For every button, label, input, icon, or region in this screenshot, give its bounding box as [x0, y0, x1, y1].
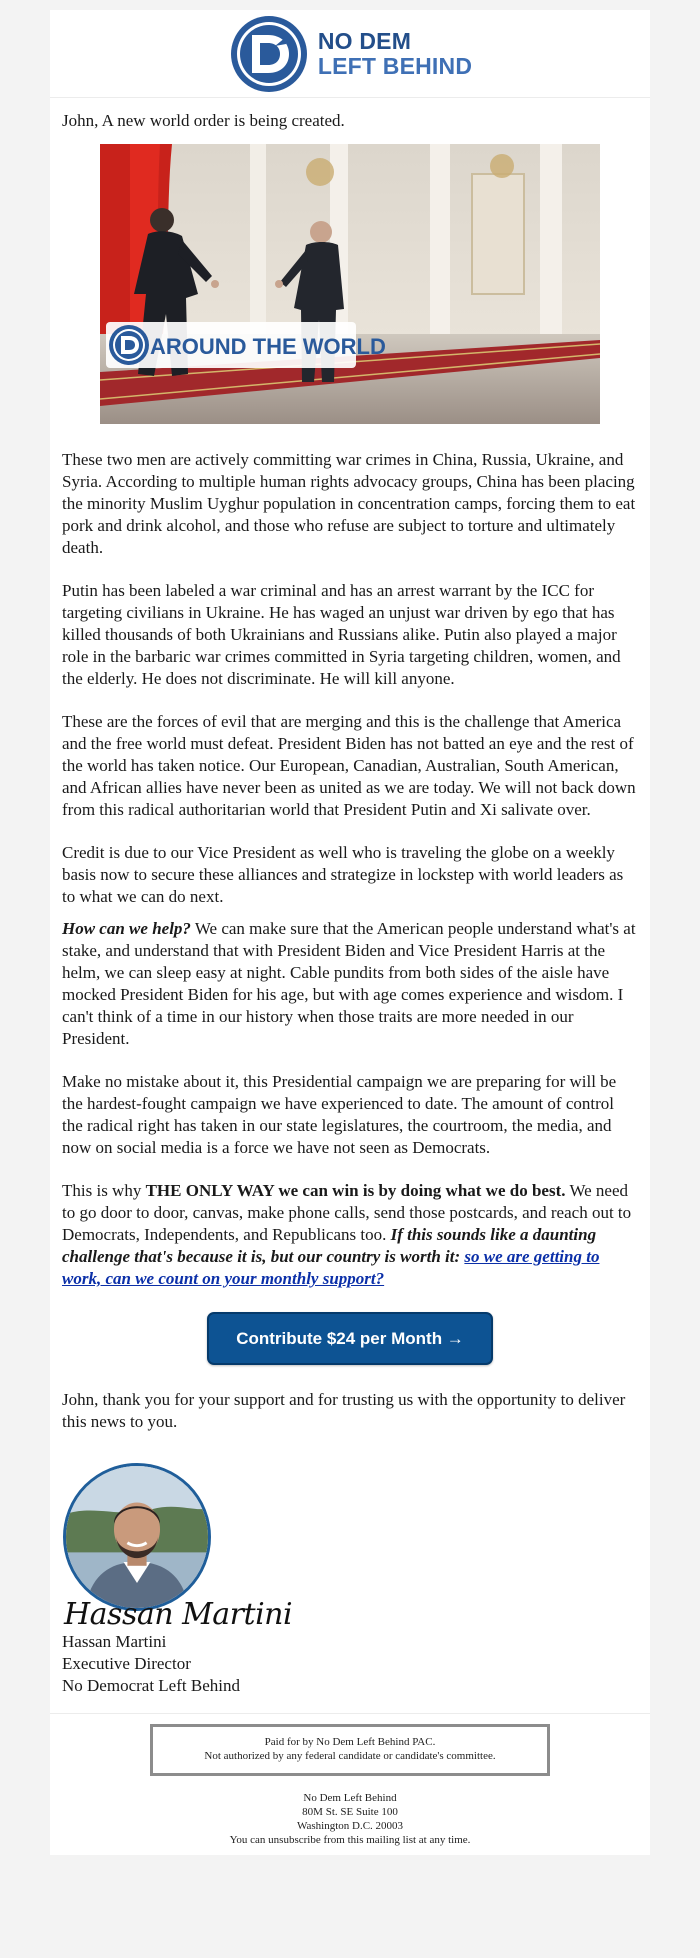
greeting: John, A new world order is being created.: [62, 111, 345, 130]
footer-org: No Dem Left Behind: [303, 1792, 397, 1804]
signer-title: Executive Director: [62, 1654, 191, 1673]
email-header: [50, 10, 650, 98]
monthly-support-link[interactable]: so we are getting to work, can we count on your monthly support?: [62, 1247, 600, 1288]
cta-wrapper: [62, 1312, 638, 1365]
only-way-paragraph: This is why THE ONLY WAY we can win is by doing what we do best. We need to go door to door, canvas, make phone calls, send those postcards, and reach out to Democrats, Independents, and Republicans too. If this sounds like a daunting challenge that's because it is, but our country is worth it: so we are getting to work, can we count on your monthly support?: [62, 1181, 632, 1288]
signer-name: Hassan Martini: [62, 1632, 167, 1651]
paragraph-4: Credit is due to our Vice President as well who is traveling the globe on a weekly basis now to secure these alliances and strategize in lockstep with world leaders as to what we can do next.: [62, 843, 624, 906]
help-lead: How can we help?: [62, 919, 191, 938]
logo-line-2: LEFT BEHIND: [317, 52, 473, 79]
badge-text: AROUND THE WORLD: [150, 334, 386, 359]
logo-d-icon: [228, 13, 310, 95]
mailing-address: [50, 1791, 650, 1855]
unsubscribe-text[interactable]: You can unsubscribe from this mailing list at any time.: [229, 1834, 471, 1846]
thanks-paragraph: John, thank you for your support and for trusting us with the opportunity to deliver this news to you.: [62, 1390, 626, 1431]
signer-org: No Democrat Left Behind: [62, 1676, 240, 1695]
footer-street: 80M St. SE Suite 100: [302, 1806, 398, 1818]
help-text: We can make sure that the American people understand what's at stake, and understand that with President Biden and Vice President Harris at the helm, we can sleep easy at night. Cable pundits from both sides of the aisle have mocked President Biden for his age, but with age comes experience and wisdom. I can't think of a time in our history when those traits are more needed in our President.: [62, 919, 636, 1048]
email-card: [50, 10, 650, 1855]
paid-for-text: Paid for by No Dem Left Behind PAC.: [264, 1736, 436, 1748]
paragraph-2: Putin has been labeled a war criminal and has an arrest warrant by the ICC for targeting civilians in Ukraine. He has waged an unjust war driven by ego that has killed thousands of both Ukrainians and Russians alike. Putin also played a major role in the barbaric war crimes committed in Syria targeting children, women, and the elderly. He does not discriminate. He will kill anyone.: [62, 581, 621, 688]
not-authorized-text: Not authorized by any federal candidate or candidate's committee.: [204, 1750, 496, 1762]
only-way-bold-italic: If this sounds like a daunting challenge that's because it is, but our country is worth it:: [62, 1225, 597, 1266]
footer-city: Washington D.C. 20003: [296, 1820, 404, 1832]
logo[interactable]: [228, 13, 472, 95]
mistake-paragraph: Make no mistake about it, this Presidential campaign we are preparing for will be the hardest-fought campaign we have experienced to date. The amount of control the radical right has taken in our state legislatures, the courtroom, the media, and now on social media is a force we have not seen as Democrats.: [62, 1072, 617, 1157]
avatar: [63, 1463, 211, 1611]
contribute-button[interactable]: Contribute $24 per Month →: [207, 1312, 493, 1365]
email-body: [50, 98, 650, 1713]
paragraph-1: These two men are actively committing war crimes in China, Russia, Ukraine, and Syria. According to multiple human rights advocacy groups, China has been placing the minority Muslim Uyghur population in concentration camps, forcing them to eat pork and drink alcohol, and those who refuse are subject to torture and ultimately death.: [62, 450, 636, 557]
around-the-world-badge: [106, 322, 386, 368]
signature: Hassan Martini: [64, 1597, 293, 1632]
help-paragraph: [62, 918, 638, 1050]
logo-line-1: NO DEM: [317, 27, 412, 54]
email-footer: [50, 1713, 650, 1855]
paragraph-3: These are the forces of evil that are merging and this is the challenge that America and the free world must defeat. President Biden has not batted an eye and the rest of the world has taken notice. Our European, Canadian, Australian, South American, and African allies have never been as united as we are today. We will not back down from this radical authoritarian world that President Putin and Xi salivate over.: [62, 712, 636, 819]
hero-image[interactable]: [100, 144, 600, 424]
only-way-bold: THE ONLY WAY we can win is by doing what we do best.: [145, 1181, 566, 1200]
signature-block: [62, 1631, 638, 1713]
paid-for-disclaimer: [150, 1724, 550, 1776]
